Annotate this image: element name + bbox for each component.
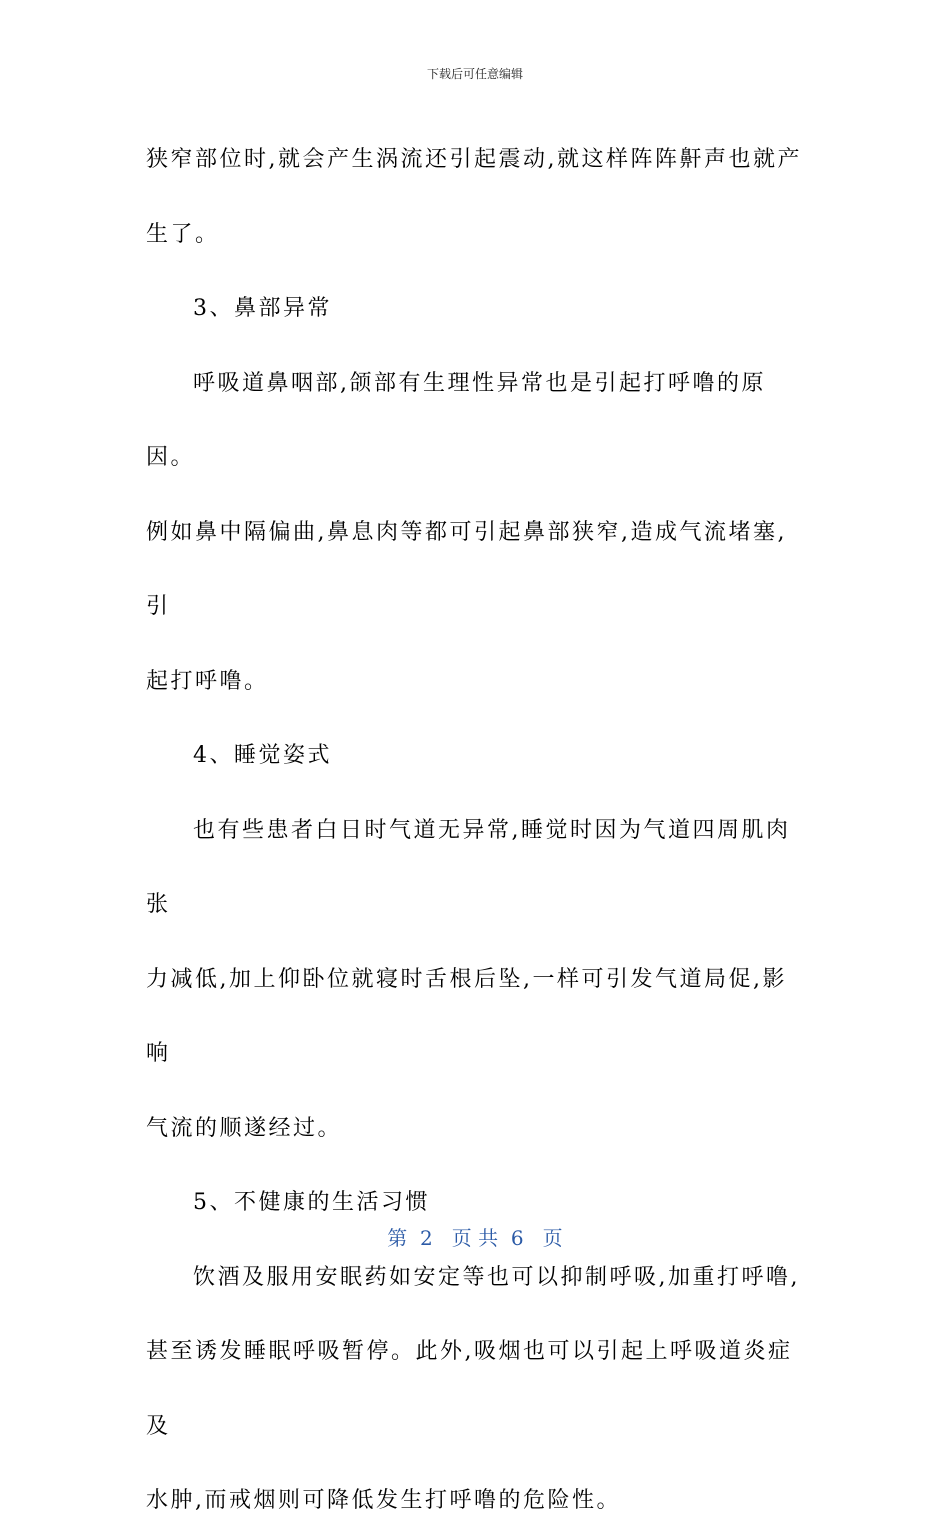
paragraph-line: 气流的顺遂经过。 <box>146 1115 343 1141</box>
paragraph-line: 生了。 <box>146 221 220 247</box>
section-heading-3: 3、鼻部异常 <box>193 296 332 321</box>
page-header: 下载后可任意编辑 <box>426 67 523 81</box>
paragraph-line: 呼吸道鼻咽部,颌部有生理性异常也是引起打呼噜的原因。 <box>146 370 766 470</box>
paragraph-line: 狭窄部位时,就会产生涡流还引起震动,就这样阵阵鼾声也就产 <box>146 147 802 172</box>
paragraph-line: 也有些患者白日时气道无异常,睡觉时因为气道四周肌肉张 <box>146 817 791 917</box>
paragraph-line: 力减低,加上仰卧位就寝时舌根后坠,一样可引发气道局促,影响 <box>146 966 787 1066</box>
section-heading-4: 4、睡觉姿式 <box>193 743 332 768</box>
paragraph-line: 饮酒及服用安眠药如安定等也可以抑制呼吸,加重打呼噜, <box>193 1264 800 1290</box>
section-heading-5: 5、不健康的生活习惯 <box>193 1190 430 1215</box>
paragraph-line: 甚至诱发睡眠呼吸暂停。此外,吸烟也可以引起上呼吸道炎症及 <box>146 1339 793 1439</box>
paragraph-line: 水肿,而戒烟则可降低发生打呼噜的危险性。 <box>146 1488 621 1513</box>
paragraph-line: 起打呼噜。 <box>146 668 269 694</box>
paragraph-line: 例如鼻中隔偏曲,鼻息肉等都可引起鼻部狭窄,造成气流堵塞,引 <box>146 519 787 619</box>
page-footer: 第 2 页 共 6 页 <box>387 1226 563 1250</box>
document-body <box>146 123 806 1539</box>
